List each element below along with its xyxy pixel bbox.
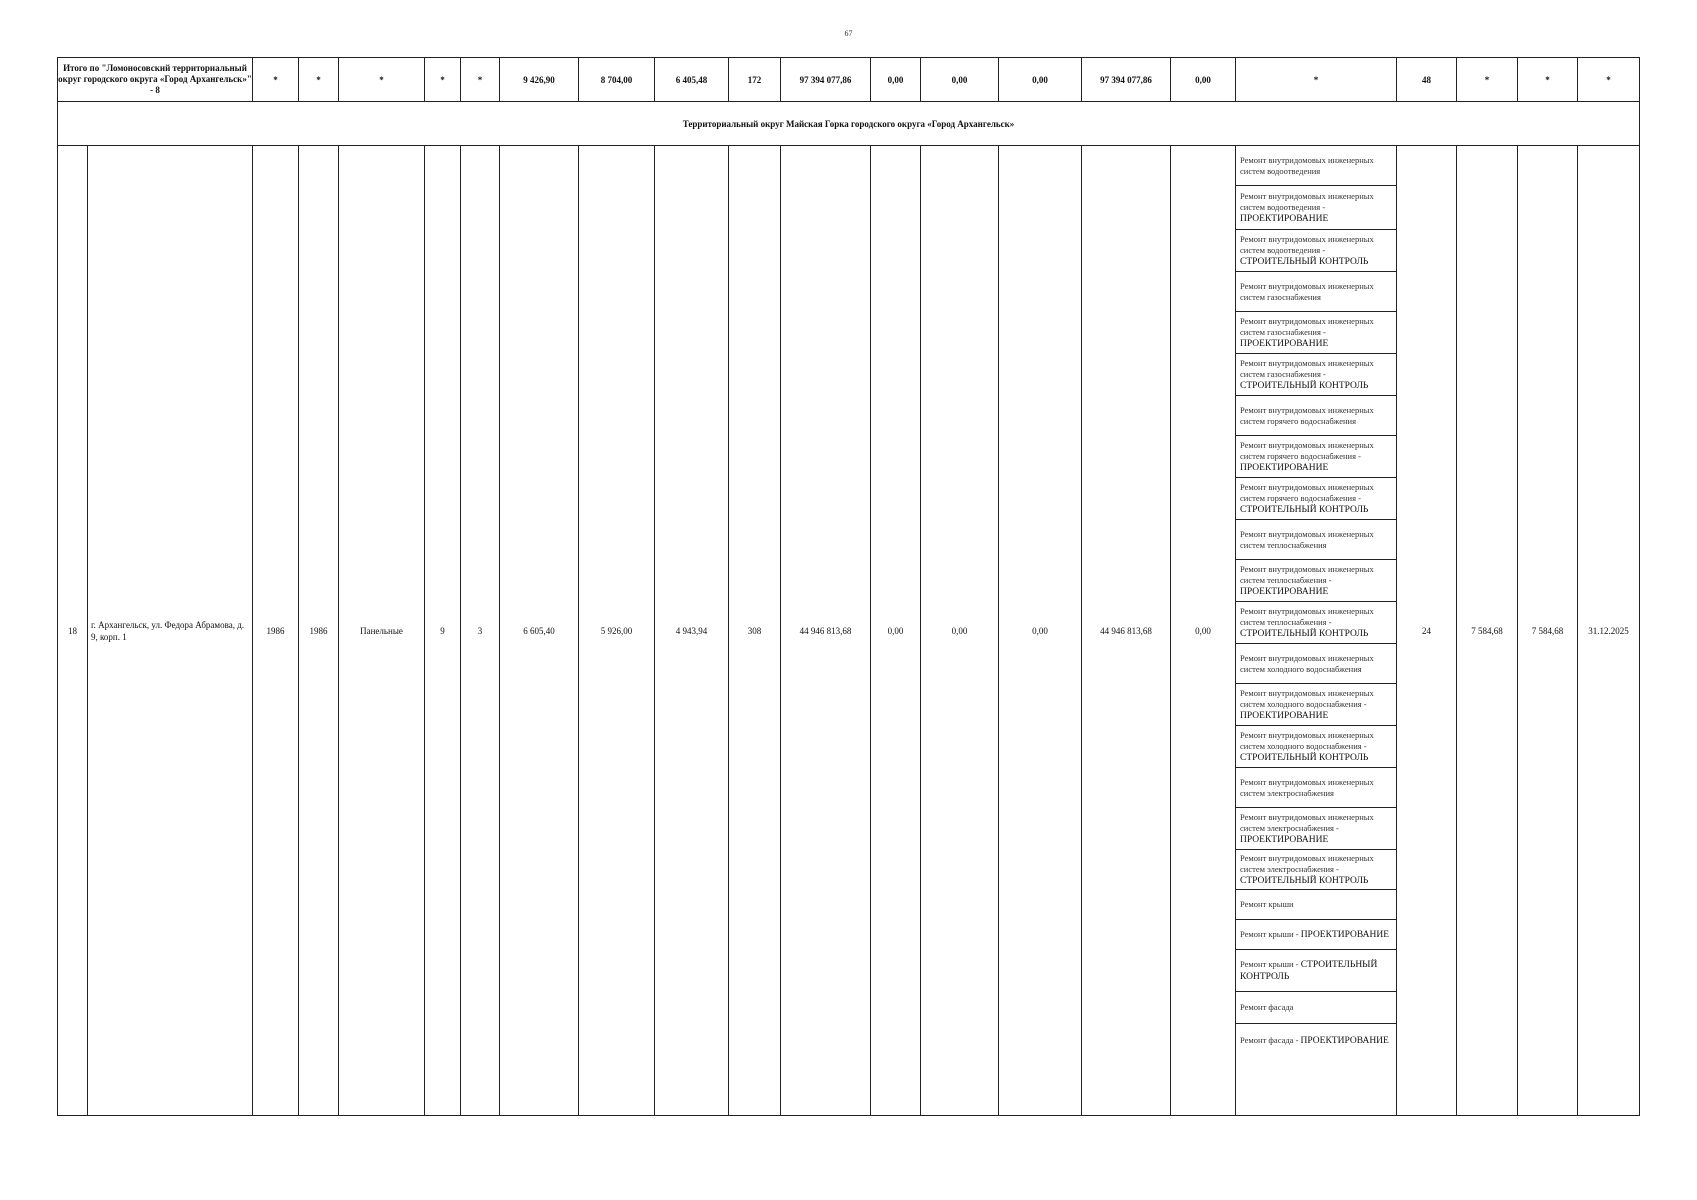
work-item-text xyxy=(1240,405,1392,427)
row-count: 24 xyxy=(1397,146,1457,1116)
row-fund-cost: 0,00 xyxy=(871,146,921,1116)
work-item xyxy=(1236,808,1396,850)
work-item-text xyxy=(1240,1002,1293,1013)
summary-unit-cost: * xyxy=(1457,58,1518,102)
summary-cell: * xyxy=(299,58,339,102)
work-item-label: Ремонт внутридомовых инженерных систем водоотведения - xyxy=(1240,233,1374,255)
work-item xyxy=(1236,1024,1396,1058)
section-heading: Территориальный округ Майская Горка городского округа «Город Архангельск» xyxy=(58,102,1640,146)
row-owners-cost: 44 946 813,68 xyxy=(1082,146,1171,1116)
work-item-stage: СТРОИТЕЛЬНЫЙ КОНТРОЛЬ xyxy=(1240,875,1369,886)
summary-cell: * xyxy=(461,58,500,102)
row-total-area: 6 605,40 xyxy=(500,146,579,1116)
work-item-stage: ПРОЕКТИРОВАНИЕ xyxy=(1240,462,1329,473)
row-residential-area: 4 943,94 xyxy=(655,146,729,1116)
summary-region-cost: 0,00 xyxy=(921,58,999,102)
work-item-stage: СТРОИТЕЛЬНЫЙ КОНТРОЛЬ xyxy=(1240,752,1369,763)
work-item xyxy=(1236,560,1396,602)
work-item-label: Ремонт внутридомовых инженерных систем электроснабжения - xyxy=(1240,852,1374,874)
summary-residents: 172 xyxy=(729,58,781,102)
summary-label: Итого по "Ломоносовский территориальный округ городского округа «Город Архангельск»" - 8 xyxy=(58,58,253,102)
work-item-stage: СТРОИТЕЛЬНЫЙ КОНТРОЛЬ xyxy=(1240,504,1369,515)
work-item-text xyxy=(1240,529,1392,551)
work-item-label: Ремонт внутридомовых инженерных систем газоснабжения - xyxy=(1240,357,1374,379)
work-item-label: Ремонт внутридомовых инженерных систем электроснабжения - xyxy=(1240,811,1374,833)
work-item-stage: ПРОЕКТИРОВАНИЕ xyxy=(1300,1036,1389,1046)
summary-municipal-cost: 0,00 xyxy=(999,58,1082,102)
row-floors: 9 xyxy=(425,146,461,1116)
work-item-text xyxy=(1240,688,1392,722)
summary-row xyxy=(58,58,1640,102)
summary-max-cost: * xyxy=(1518,58,1578,102)
work-item-label: Ремонт внутридомовых инженерных систем горячего водоснабжения - xyxy=(1240,481,1374,503)
work-item-stage: ПРОЕКТИРОВАНИЕ xyxy=(1240,213,1329,224)
work-item xyxy=(1236,354,1396,396)
work-item xyxy=(1236,850,1396,890)
work-item-label: Ремонт внутридомовых инженерных систем теплоснабжения xyxy=(1240,528,1374,550)
work-item xyxy=(1236,396,1396,436)
work-item-label: Ремонт внутридомовых инженерных систем водоотведения - xyxy=(1240,190,1374,212)
work-item-text xyxy=(1240,281,1392,303)
work-item-label: Ремонт фасада - xyxy=(1240,1035,1301,1045)
work-type-list xyxy=(1236,146,1397,1116)
work-item-stage: ПРОЕКТИРОВАНИЕ xyxy=(1240,338,1329,349)
work-item-label: Ремонт внутридомовых инженерных систем теплоснабжения - xyxy=(1240,563,1374,585)
row-other-cost: 0,00 xyxy=(1171,146,1236,1116)
work-item-stage: ПРОЕКТИРОВАНИЕ xyxy=(1240,834,1329,845)
section-heading-row xyxy=(58,102,1640,146)
work-item xyxy=(1236,890,1396,920)
summary-other-cost: 0,00 xyxy=(1171,58,1236,102)
work-item-label: Ремонт внутридомовых инженерных систем теплоснабжения - xyxy=(1240,605,1374,627)
row-entrances: 3 xyxy=(461,146,500,1116)
work-item xyxy=(1236,312,1396,354)
work-item-label: Ремонт крыши - xyxy=(1240,928,1301,939)
work-item-label: Ремонт внутридомовых инженерных систем холодного водоснабжения xyxy=(1240,652,1374,674)
work-item-text xyxy=(1240,482,1392,516)
work-item-label: Ремонт внутридомовых инженерных систем газоснабжения - xyxy=(1240,315,1374,337)
summary-owners-cost: 97 394 077,86 xyxy=(1082,58,1171,102)
work-item xyxy=(1236,186,1396,230)
work-item-text xyxy=(1240,777,1392,799)
work-item-text xyxy=(1240,853,1392,887)
work-item xyxy=(1236,436,1396,478)
work-item xyxy=(1236,920,1396,950)
work-item-label: Ремонт внутридомовых инженерных систем газоснабжения xyxy=(1240,280,1374,302)
summary-deadline: * xyxy=(1578,58,1640,102)
summary-cell: * xyxy=(339,58,425,102)
row-address: г. Архангельск, ул. Федора Абрамова, д. 9, корп. 1 xyxy=(88,146,253,1116)
work-item-text xyxy=(1240,234,1392,268)
work-item-text xyxy=(1240,1035,1389,1047)
work-item xyxy=(1236,992,1396,1024)
work-item-stage: СТРОИТЕЛЬНЫЙ КОНТРОЛЬ xyxy=(1240,380,1369,391)
work-item-label: Ремонт крыши - xyxy=(1240,958,1301,969)
summary-cell: * xyxy=(425,58,461,102)
work-item-label: Ремонт внутридомовых инженерных систем холодного водоснабжения - xyxy=(1240,729,1374,751)
summary-total-cost: 97 394 077,86 xyxy=(781,58,871,102)
summary-cell: * xyxy=(253,58,299,102)
row-wall-material: Панельные xyxy=(339,146,425,1116)
work-item xyxy=(1236,520,1396,560)
work-item-label: Ремонт внутридомовых инженерных систем холодного водоснабжения - xyxy=(1240,687,1374,709)
work-item-text xyxy=(1240,564,1392,598)
work-item xyxy=(1236,230,1396,272)
work-item xyxy=(1236,478,1396,520)
work-item xyxy=(1236,644,1396,684)
summary-count: 48 xyxy=(1397,58,1457,102)
work-item xyxy=(1236,726,1396,768)
work-item-text xyxy=(1240,929,1389,941)
row-year-built: 1986 xyxy=(253,146,299,1116)
work-item-text xyxy=(1240,899,1294,910)
work-item-text xyxy=(1240,358,1392,392)
work-item xyxy=(1236,602,1396,644)
row-municipal-cost: 0,00 xyxy=(999,146,1082,1116)
work-item-stage: ПРОЕКТИРОВАНИЕ xyxy=(1300,929,1389,940)
work-item-label: Ремонт фасада xyxy=(1240,1002,1294,1012)
row-unit-cost: 7 584,68 xyxy=(1457,146,1518,1116)
work-item-text xyxy=(1240,155,1392,177)
work-item-text xyxy=(1240,653,1392,675)
row-residents: 308 xyxy=(729,146,781,1116)
work-item-text xyxy=(1240,440,1392,474)
work-item xyxy=(1236,146,1396,186)
work-item-label: Ремонт внутридомовых инженерных систем горячего водоснабжения - xyxy=(1240,439,1374,461)
work-item-label: Ремонт внутридомовых инженерных систем водоотведения xyxy=(1240,154,1374,176)
work-item-stage: ПРОЕКТИРОВАНИЕ xyxy=(1240,710,1329,721)
work-item-text xyxy=(1240,316,1392,350)
work-item-text xyxy=(1240,191,1392,225)
work-item-text xyxy=(1240,606,1392,640)
work-item-text xyxy=(1240,730,1392,764)
work-item-text xyxy=(1240,959,1392,983)
row-living-area: 5 926,00 xyxy=(579,146,655,1116)
work-item-stage: СТРОИТЕЛЬНЫЙ КОНТРОЛЬ xyxy=(1240,959,1378,982)
row-deadline: 31.12.2025 xyxy=(1578,146,1640,1116)
work-list xyxy=(1236,146,1396,1058)
work-item-label: Ремонт крыши xyxy=(1240,899,1294,909)
capital-repair-table xyxy=(57,57,1640,1116)
summary-residential-area: 6 405,48 xyxy=(655,58,729,102)
row-year-commissioned: 1986 xyxy=(299,146,339,1116)
work-item-label: Ремонт внутридомовых инженерных систем горячего водоснабжения xyxy=(1240,404,1374,426)
work-item-stage: СТРОИТЕЛЬНЫЙ КОНТРОЛЬ xyxy=(1240,628,1369,639)
summary-living-area: 8 704,00 xyxy=(579,58,655,102)
summary-work-type: * xyxy=(1236,58,1397,102)
work-item xyxy=(1236,950,1396,992)
summary-fund-cost: 0,00 xyxy=(871,58,921,102)
row-max-cost: 7 584,68 xyxy=(1518,146,1578,1116)
work-item xyxy=(1236,768,1396,808)
table-row xyxy=(58,146,1640,1116)
work-item xyxy=(1236,272,1396,312)
row-region-cost: 0,00 xyxy=(921,146,999,1116)
work-item-text xyxy=(1240,812,1392,846)
row-number: 18 xyxy=(58,146,88,1116)
summary-total-area: 9 426,90 xyxy=(500,58,579,102)
work-item-stage: ПРОЕКТИРОВАНИЕ xyxy=(1240,586,1329,597)
work-item-label: Ремонт внутридомовых инженерных систем электроснабжения xyxy=(1240,776,1374,798)
work-item xyxy=(1236,684,1396,726)
page-number: 67 xyxy=(844,29,853,38)
work-item-stage: СТРОИТЕЛЬНЫЙ КОНТРОЛЬ xyxy=(1240,256,1369,267)
row-total-cost: 44 946 813,68 xyxy=(781,146,871,1116)
